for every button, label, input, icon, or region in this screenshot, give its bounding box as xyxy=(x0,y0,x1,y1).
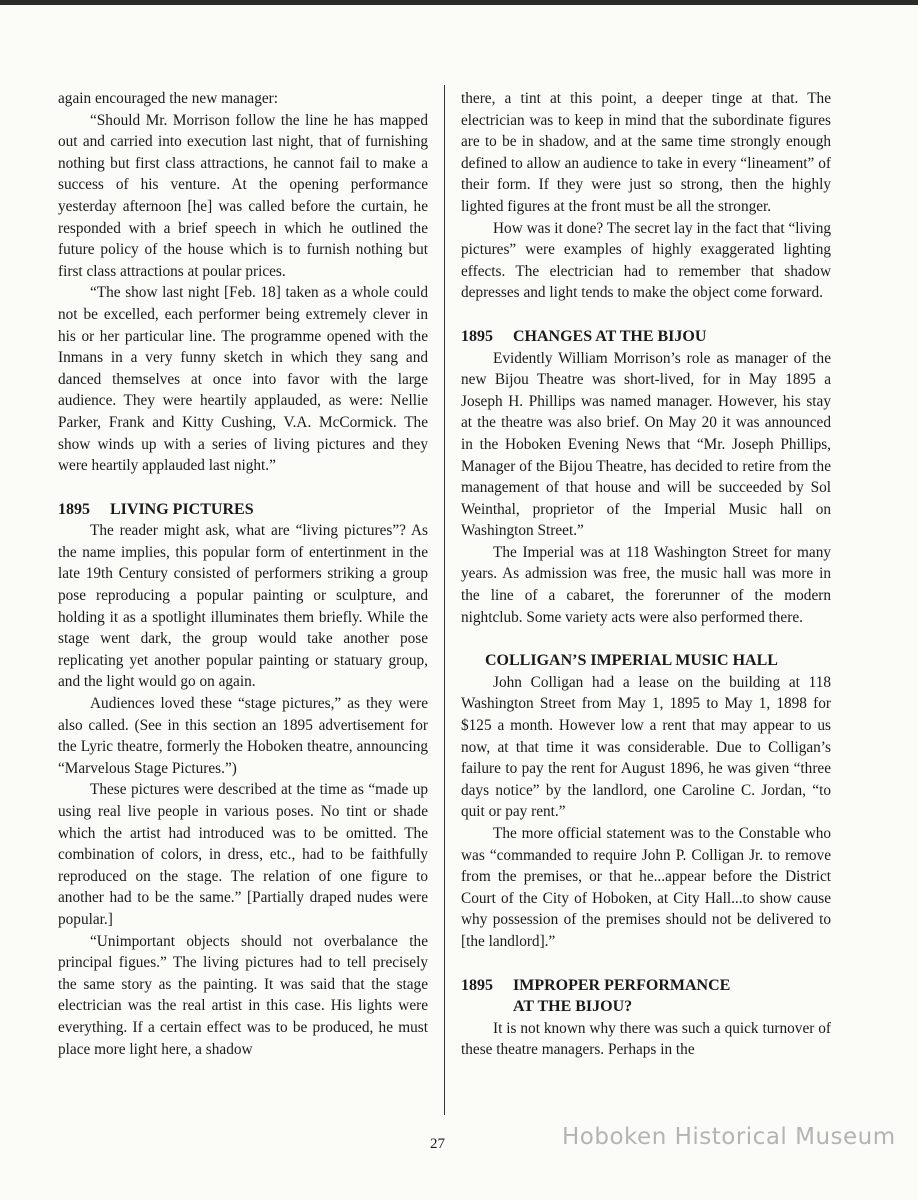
quote-paragraph: “The show last night [Feb. 18] taken as a whole could not be excelled, each performer being extremely clever in his or her particular line. The programme opened with the Inmans in a very funny sketch in which they sang and danced themselves at once into favor with the large audience. They were heartily applauded, as were: Nellie Parker, Frank and Kitty Cushing, V.A. McCormick. The show winds up with a series of living pictures and they were heartily applauded last night.” xyxy=(58,284,428,475)
paragraph: Audiences loved these “stage pictures,” as they were also called. (See in this section an 1895 advertisement for the Lyric theatre, formerly the Hoboken theatre, announcing “Marvelous Stage Pictures.”) xyxy=(58,695,428,777)
section-heading-changes-at-bijou xyxy=(461,326,831,348)
paragraph: there, a tint at this point, a deeper tinge at that. The electrician was to keep in mind that the subordinate figures are to be in shadow, and at the same time strongly enough defined to allow an audience to take in every “lineament” of their form. If they were just so strong, then the highly lighted figures at the front must be all the stronger. xyxy=(461,90,831,215)
paragraph: The Imperial was at 118 Washington Street for many years. As admission was free, the music hall was more in the line of a cabaret, the forerunner of the modern nightclub. Some variety acts were also performed there. xyxy=(461,543,831,626)
paragraph: These pictures were described at the time as “made up using real live people in various poses. No tint or shade which the artist had introduced was to be omitted. The combination of colors, in dress, etc., had to be faithfully reproduced on the stage. The relation of one figure to another had to be the same.” [Partially draped nudes were popular.] xyxy=(58,781,428,928)
section-heading-colligans: COLLIGAN’S IMPERIAL MUSIC HALL xyxy=(485,652,778,670)
column-divider xyxy=(444,85,445,1115)
section-title: CHANGES AT THE BIJOU xyxy=(513,327,707,345)
section-title-line: AT THE BIJOU? xyxy=(513,998,633,1016)
paragraph: The reader might ask, what are “living pictures”? As the name implies, this popular form of entertinment in the late 19th Century consisted of performers striking a group pose reproducing a popular painting or sculpture, and holding it as a spotlight illuminates them briefly. While the stage went dark, the group would take another pose replicating yet another popular painting or statuary group, and the light would go on again. xyxy=(58,522,428,691)
section-heading-improper-performance xyxy=(461,975,831,1018)
page-number: 27 xyxy=(430,1136,445,1152)
section-year: 1895 xyxy=(461,976,493,994)
section-title: LIVING PICTURES xyxy=(110,500,254,518)
section-year: 1895 xyxy=(58,500,90,518)
watermark: Hoboken Historical Museum xyxy=(562,1124,896,1150)
left-column xyxy=(58,88,428,1060)
quote-paragraph: “Should Mr. Morrison follow the line he has mapped out and carried into execution last night, that of furnishing nothing but first class attractions, he cannot fail to make a success of his venture. At the opening performance yesterday afternoon [he] was called before the curtain, he responded with a brief speech in which he outlined the future policy of the house which is to furnish nothing but first class attractions at poular prices. xyxy=(58,111,428,280)
paragraph: “Unimportant objects should not overbalance the principal figues.” The living pictures had to tell precisely the same story as the painting. It was said that the stage electrician was the real artist in this case. His lights were everything. If a certain effect was to be produced, he must place more light here, a shadow xyxy=(58,932,428,1058)
right-column xyxy=(461,88,831,1061)
paragraph: again encouraged the new manager: xyxy=(58,90,278,107)
paragraph: The more official statement was to the Constable who was “commanded to require John P. Colligan Jr. to remove from the premises, or that he...appear before the District Court of the City of Hoboken, at City Hall...to show cause why possession of the premises should not be delivered to [the landlord].” xyxy=(461,825,831,950)
page-top-edge xyxy=(0,0,918,5)
section-heading-living-pictures xyxy=(58,499,428,521)
paragraph: Evidently William Morrison’s role as manager of the new Bijou Theatre was short-lived, for in May 1895 a Joseph H. Phillips was named manager. However, his stay at the theatre was also brief. On May 20 it was announced in the Hoboken Evening News that “Mr. Joseph Phillips, Manager of the Bijou Theatre, has decided to retire from the management of that house and will be succeeded by Sol Weinthal, proprietor of the Imperial Music hall on Washington Street.” xyxy=(461,349,831,540)
paragraph: John Colligan had a lease on the building at 118 Washington Street from May 1, 1895 to May 1, 1898 for $125 a month. However low a rent that may appear to us now, at that time it was considerable. Due to Colligan’s failure to pay the rent for August 1896, he was given “three days notice” by the landlord, one Caroline C. Jordan, “to quit or pay rent.” xyxy=(461,673,831,821)
section-year: 1895 xyxy=(461,327,493,345)
paragraph: How was it done? The secret lay in the fact that “living pictures” were examples of highly exaggerated lighting effects. The electrician had to remember that shadow depresses and light tends to make the object come forward. xyxy=(461,219,831,302)
paragraph: It is not known why there was such a quick turnover of these theatre managers. Perhaps in the xyxy=(461,1019,831,1059)
section-title-line: IMPROPER PERFORMANCE xyxy=(513,976,731,994)
